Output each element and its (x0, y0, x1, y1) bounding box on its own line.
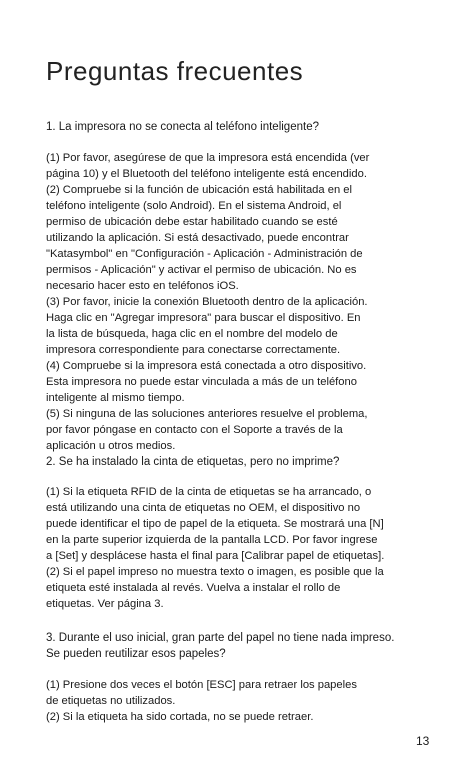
faq-answer-1 (46, 150, 441, 454)
answer-line: por favor póngase en contacto con el Soporte a través de la (46, 424, 343, 436)
faq-question-1 (46, 119, 319, 135)
answer-line: (2) Si la etiqueta ha sido cortada, no se puede retraer. (46, 711, 314, 723)
answer-line: (1) Presione dos veces el botón [ESC] para retraer los papeles (46, 679, 357, 691)
question-line: 1. La impresora no se conecta al teléfono inteligente? (46, 121, 319, 133)
answer-line: (1) Si la etiqueta RFID de la cinta de etiquetas se ha arrancado, o (46, 486, 372, 498)
answer-line: necesario hacer esto en teléfonos iOS. (46, 280, 239, 292)
answer-line: aplicación u otros medios. (46, 440, 176, 452)
faq-answer-3 (46, 677, 441, 725)
faq-answer-2 (46, 484, 441, 612)
answer-line: a [Set] y desplácese hasta el final para [Calibrar papel de etiquetas]. (46, 550, 385, 562)
answer-line: inteligente al mismo tiempo. (46, 392, 185, 404)
answer-line: Haga clic en "Agregar impresora" para buscar el dispositivo. En (46, 312, 361, 324)
answer-line: (3) Por favor, inicie la conexión Bluetooth dentro de la aplicación. (46, 296, 368, 308)
question-line: 2. Se ha instalado la cinta de etiquetas, pero no imprime? (46, 456, 340, 468)
question-line: Se pueden reutilizar esos papeles? (46, 648, 226, 660)
answer-line: impresora correspondiente para conectarse correctamente. (46, 344, 341, 356)
answer-line: página 10) y el Bluetooth del teléfono inteligente está encendido. (46, 168, 367, 180)
answer-line: la lista de búsqueda, haga clic en el nombre del modelo de (46, 328, 338, 340)
answer-line: está utilizando una cinta de etiquetas no OEM, el dispositivo no (46, 502, 361, 514)
answer-line: en la parte superior izquierda de la pantalla LCD. Por favor ingrese (46, 534, 378, 546)
answer-line: etiqueta esté instalada al revés. Vuelva a instalar el rollo de (46, 582, 341, 594)
answer-line: de etiquetas no utilizados. (46, 695, 176, 707)
answer-line: (4) Compruebe si la impresora está conectada a otro dispositivo. (46, 360, 367, 372)
answer-line: (2) Si el papel impreso no muestra texto o imagen, es posible que la (46, 566, 384, 578)
answer-line: teléfono inteligente (solo Android). En el sistema Android, el (46, 200, 342, 212)
answer-line: (5) Si ninguna de las soluciones anteriores resuelve el problema, (46, 408, 368, 420)
faq-question-2 (46, 454, 339, 470)
question-line: 3. Durante el uso inicial, gran parte del papel no tiene nada impreso. (46, 632, 395, 644)
answer-line: puede identificar el tipo de papel de la etiqueta. Se mostrará una [N] (46, 518, 384, 530)
answer-line: Esta impresora no puede estar vinculada a más de un teléfono (46, 376, 357, 388)
answer-line: "Katasymbol" en "Configuración - Aplicación - Administración de (46, 248, 363, 260)
page-number: 13 (416, 734, 430, 748)
page-title: Preguntas frecuentes (46, 56, 304, 86)
answer-line: permisos - Aplicación" y activar el permiso de ubicación. No es (46, 264, 357, 276)
answer-line: (2) Compruebe si la función de ubicación está habilitada en el (46, 184, 352, 196)
answer-line: permiso de ubicación debe estar habilitado cuando se esté (46, 216, 338, 228)
answer-line: etiquetas. Ver página 3. (46, 598, 164, 610)
answer-line: (1) Por favor, asegúrese de que la impresora está encendida (ver (46, 152, 370, 164)
faq-question-3 (46, 630, 394, 662)
answer-line: utilizando la aplicación. Si está desactivado, puede encontrar (46, 232, 349, 244)
